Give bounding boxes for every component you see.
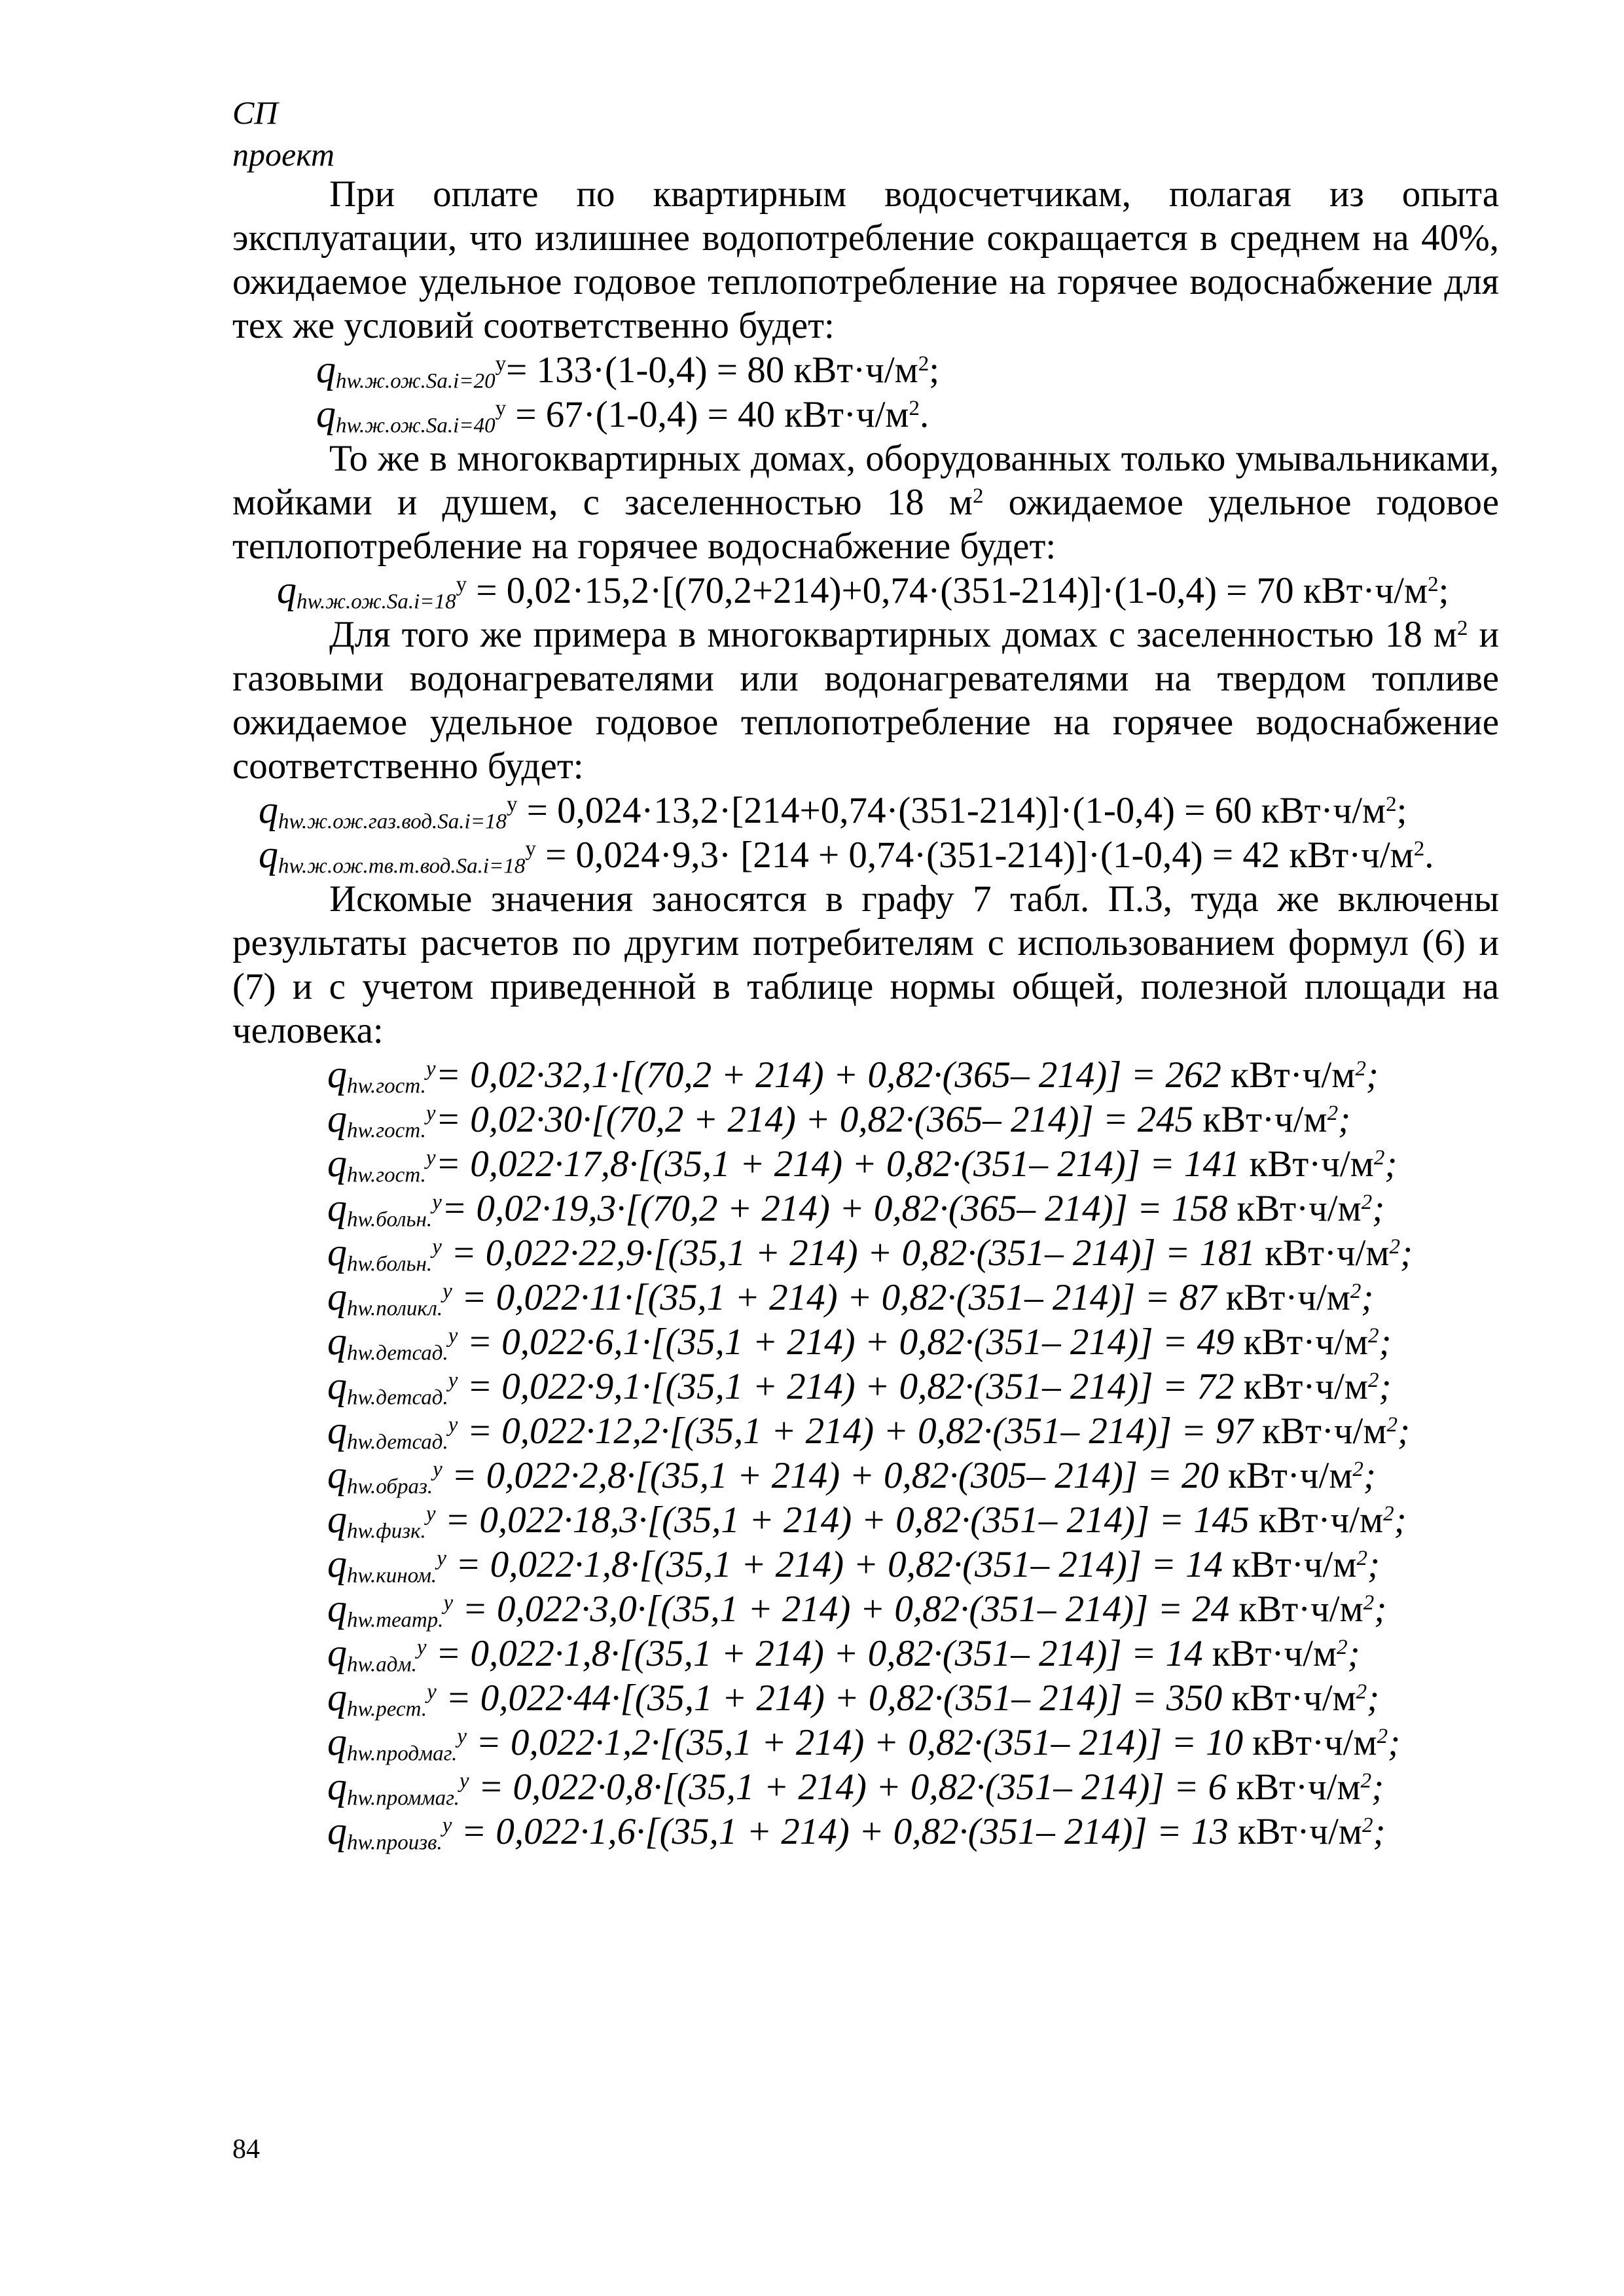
formula-variable: q (327, 1587, 347, 1630)
formula-unit: кВт·ч/м (1222, 1677, 1356, 1719)
formula-variable: q (259, 833, 278, 876)
unit-exponent: 2 (1428, 572, 1439, 596)
formula-unit: кВт·ч/м (1221, 1054, 1356, 1096)
formula-superscript: у (456, 572, 467, 596)
formula-subscript: hw.рест. (347, 1697, 427, 1721)
formula-subscript: hw.детсад. (347, 1386, 448, 1410)
formula-line (232, 1408, 1499, 1453)
formula-subscript: hw.произв. (347, 1831, 442, 1855)
formula-line (232, 1186, 1499, 1230)
formula-superscript: у (457, 1724, 467, 1748)
formula-expression: = 0,02·32,1·[(70,2 + 214) + 0,82·(365– 214)] = 262 (435, 1054, 1221, 1096)
formula-expression: = 0,022·12,2·[(35,1 + 214) + 0,82·(351– 214)] = 97 (458, 1410, 1253, 1452)
formula-line (232, 392, 1499, 437)
formula-subscript: hw.адм. (347, 1653, 417, 1677)
paragraph-2-text-end: ожидаемое удельное годовое теплопотребление на горячее водоснабжение будет: (232, 482, 1499, 567)
formula-superscript: у (495, 396, 507, 420)
paragraph-3-text-end: и газовыми водонагревателями или водонагревателями на твердом топливе ожидаемое удельное годовое теплопотребление на горячее водоснабжение соответственно будет: (232, 614, 1499, 787)
formula-subscript: hw.театр. (347, 1608, 444, 1632)
formula-unit: кВт·ч/м (1218, 1455, 1353, 1496)
formula-superscript: у (437, 1546, 446, 1570)
formula-expression: = 0,024·9,3· [214 + 0,74·(351-214)]·(1-0,4) = 42 кВт·ч/м (535, 834, 1414, 876)
unit-exponent: 2 (1389, 1234, 1400, 1259)
formula-group-a (232, 348, 1499, 437)
formula-terminator: ; (1374, 1588, 1387, 1630)
unit-exponent: 2 (1356, 1546, 1367, 1570)
formula-subscript: hw.гост. (347, 1119, 426, 1143)
formula-subscript: hw.ж.ож.Sa.i=40 (336, 414, 496, 438)
unit-exponent: 2 (1383, 1501, 1394, 1526)
formula-subscript: hw.поликл. (347, 1297, 443, 1321)
formula-variable: q (259, 788, 278, 831)
formula-expression: = 0,02·19,3·[(70,2 + 214) + 0,82·(365– 214)] = 158 (441, 1188, 1228, 1229)
formula-group-c (232, 788, 1499, 877)
formula-unit: кВт·ч/м (1216, 1277, 1350, 1318)
unit-exponent: 2 (1356, 1679, 1367, 1704)
formula-terminator: ; (1396, 790, 1407, 831)
formula-superscript: у (427, 1679, 437, 1704)
formula-line (232, 1364, 1499, 1408)
formula-variable: q (327, 1186, 347, 1229)
formula-terminator: ; (1338, 1099, 1351, 1140)
formula-expression: = 67·(1-0,4) = 40 кВт·ч/м (506, 394, 909, 435)
formula-line (232, 1631, 1499, 1676)
formula-line (232, 1542, 1499, 1587)
formula-unit: кВт·ч/м (1228, 1811, 1363, 1852)
formula-superscript: у (442, 1813, 452, 1837)
paragraph-3-superscript: 2 (1456, 616, 1468, 640)
formula-unit: кВт·ч/м (1193, 1099, 1327, 1140)
formula-line (232, 1676, 1499, 1720)
formula-expression: = 0,022·17,8·[(35,1 + 214) + 0,82·(351– 214)] = 141 (435, 1143, 1240, 1185)
unit-exponent: 2 (1363, 1590, 1375, 1615)
formula-terminator: ; (1379, 1366, 1392, 1407)
formula-terminator: ; (1438, 570, 1449, 611)
unit-exponent: 2 (918, 351, 929, 376)
formula-variable: q (316, 348, 336, 391)
formula-subscript: hw.больн. (347, 1252, 433, 1276)
formula-terminator: ; (1361, 1277, 1374, 1318)
unit-exponent: 2 (1413, 836, 1425, 861)
formula-subscript: hw.образ. (347, 1475, 433, 1499)
formula-line (232, 1720, 1499, 1765)
formula-expression: = 0,022·1,2·[(35,1 + 214) + 0,82·(351– 214)] = 10 (466, 1722, 1244, 1763)
formula-variable: q (316, 392, 336, 435)
formula-terminator: ; (1367, 1544, 1380, 1585)
formula-variable: q (327, 1631, 347, 1674)
paragraph-3-text: Для того же примера в многоквартирных домах с заселенностью 18 м (329, 614, 1457, 655)
unit-exponent: 2 (1373, 1145, 1385, 1170)
formula-line (232, 1453, 1499, 1498)
formula-terminator: ; (1379, 1321, 1392, 1363)
header-status: проект (232, 136, 335, 173)
formula-line (232, 1765, 1499, 1809)
formula-variable: q (277, 568, 297, 611)
formula-variable: q (327, 1809, 347, 1852)
unit-exponent: 2 (1337, 1635, 1348, 1659)
formula-expression: = 0,022·1,6·[(35,1 + 214) + 0,82·(351– 214)] = 13 (452, 1811, 1229, 1852)
formula-superscript: у (495, 351, 507, 376)
formula-subscript: hw.гост. (347, 1163, 426, 1187)
formula-terminator: ; (1365, 1054, 1379, 1096)
header-code: СП (232, 94, 278, 131)
paragraph-3 (232, 613, 1499, 788)
formula-subscript: hw.гост. (347, 1074, 426, 1098)
formula-terminator: ; (1367, 1677, 1380, 1719)
formula-variable: q (327, 1097, 347, 1140)
formula-variable: q (327, 1230, 347, 1274)
formula-expression: = 0,022·11·[(35,1 + 214) + 0,82·(351– 214)] = 87 (452, 1277, 1217, 1318)
formula-unit: кВт·ч/м (1243, 1722, 1377, 1763)
formula-terminator: ; (1371, 1767, 1384, 1808)
formula-subscript: hw.больн. (347, 1208, 433, 1232)
formula-superscript: у (448, 1412, 458, 1437)
formula-line (232, 1097, 1499, 1141)
formula-unit: кВт·ч/м (1227, 1188, 1362, 1229)
formula-subscript: hw.ж.ож.Sa.i=20 (336, 369, 496, 393)
formula-superscript: у (432, 1190, 442, 1214)
formula-terminator: ; (929, 350, 940, 391)
formula-variable: q (327, 1408, 347, 1452)
formula-expression: = 0,024·13,2·[214+0,74·(351-214)]·(1-0,4) = 60 кВт·ч/м (517, 790, 1386, 831)
formula-expression: = 0,022·3,0·[(35,1 + 214) + 0,82·(351– 214)] = 24 (453, 1588, 1230, 1630)
formula-subscript: hw.ж.ож.Sa.i=18 (297, 590, 456, 614)
unit-exponent: 2 (1350, 1279, 1362, 1303)
formula-expression: = 0,022·1,8·[(35,1 + 214) + 0,82·(351– 214)] = 14 (446, 1544, 1223, 1585)
unit-exponent: 2 (1355, 1056, 1366, 1081)
formula-expression: = 0,022·0,8·[(35,1 + 214) + 0,82·(351– 214)] = 6 (469, 1767, 1227, 1808)
paragraph-2 (232, 437, 1499, 568)
formula-line (232, 1230, 1499, 1275)
formula-variable: q (327, 1141, 347, 1185)
formula-unit: кВт·ч/м (1249, 1499, 1384, 1541)
formula-line (232, 833, 1499, 877)
formula-unit: кВт·ч/м (1253, 1410, 1387, 1452)
formula-superscript: у (425, 1056, 436, 1081)
formula-variable: q (327, 1319, 347, 1363)
formula-superscript: у (443, 1590, 454, 1615)
formula-expression: = 0,022·6,1·[(35,1 + 214) + 0,82·(351– 214)] = 49 (458, 1321, 1235, 1363)
formula-expression: = 0,02·15,2·[(70,2+214)+0,74·(351-214)]·(1-0,4) = 70 кВт·ч/м (467, 570, 1428, 611)
formula-terminator: ; (1373, 1811, 1386, 1852)
formula-line (232, 568, 1499, 613)
paragraph-4: Искомые значения заносятся в графу 7 табл. П.3, туда же включены результаты расчетов по другим потребителям с использованием формул (6) и (7) и с учетом приведенной в таблице нормы общей, полезной площади на человека: (232, 878, 1499, 1051)
formula-unit: кВт·ч/м (1227, 1767, 1361, 1808)
formula-unit: кВт·ч/м (1255, 1232, 1390, 1274)
unit-exponent: 2 (1386, 1412, 1398, 1437)
formula-unit: кВт·ч/м (1234, 1321, 1368, 1363)
formula-expression: = 0,022·2,8·[(35,1 + 214) + 0,82·(305– 214)] = 20 (442, 1455, 1219, 1496)
formula-line (232, 1319, 1499, 1364)
formula-variable: q (327, 1453, 347, 1496)
unit-exponent: 2 (1367, 1323, 1379, 1348)
formula-terminator: ; (1397, 1410, 1410, 1452)
unit-exponent: 2 (1367, 1368, 1379, 1392)
formula-superscript: у (425, 1145, 436, 1170)
formula-subscript: hw.проммаг. (347, 1786, 460, 1810)
formula-superscript: у (448, 1323, 458, 1348)
formula-variable: q (327, 1765, 347, 1808)
paragraph-2-text: То же в многоквартирных домах, оборудованных только умывальниками, мойками и душем, с заселенностью 18 м (232, 438, 1499, 523)
formula-expression: = 0,022·1,8·[(35,1 + 214) + 0,82·(351– 214)] = 14 (426, 1633, 1203, 1674)
formula-superscript: у (432, 1234, 442, 1259)
formula-expression: = 0,02·30·[(70,2 + 214) + 0,82·(365– 214)] = 245 (435, 1099, 1194, 1140)
formula-unit: кВт·ч/м (1223, 1544, 1357, 1585)
formula-line (232, 1275, 1499, 1319)
formula-subscript: hw.кином. (347, 1564, 437, 1588)
page-number: 84 (232, 2134, 260, 2164)
formula-expression: = 0,022·9,1·[(35,1 + 214) + 0,82·(351– 214)] = 72 (458, 1366, 1235, 1407)
page-header (232, 92, 334, 175)
formula-terminator: ; (1363, 1455, 1376, 1496)
formula-superscript: у (459, 1768, 469, 1793)
formula-subscript: hw.продмаг. (347, 1742, 458, 1766)
paragraph-2-superscript: 2 (973, 484, 984, 508)
unit-exponent: 2 (1361, 1190, 1373, 1214)
formula-line (232, 788, 1499, 833)
formula-superscript: у (525, 836, 536, 861)
formula-terminator: ; (1388, 1722, 1401, 1763)
formula-superscript: у (425, 1501, 436, 1526)
formula-terminator: ; (1384, 1143, 1398, 1185)
formula-unit: кВт·ч/м (1234, 1366, 1368, 1407)
unit-exponent: 2 (909, 396, 920, 420)
formula-line (232, 1498, 1499, 1542)
formula-variable: q (327, 1676, 347, 1719)
formula-group-b (232, 568, 1499, 613)
unit-exponent: 2 (1377, 1724, 1388, 1748)
formula-terminator: . (919, 394, 929, 435)
formula-superscript: у (442, 1279, 452, 1303)
formula-superscript: у (425, 1101, 436, 1125)
unit-exponent: 2 (1327, 1101, 1339, 1125)
formula-variable: q (327, 1498, 347, 1541)
formula-subscript: hw.детсад. (347, 1430, 448, 1454)
document-body (232, 172, 1499, 1854)
formula-expression: = 0,022·44·[(35,1 + 214) + 0,82·(351– 214)] = 350 (436, 1677, 1223, 1719)
paragraph-1: При оплате по квартирным водосчетчикам, полагая из опыта эксплуатации, что излишнее водопотребление сокращается в среднем на 40%, ожидаемое удельное годовое теплопотребление на горячее водоснабжение для тех же условий соответственно будет: (232, 173, 1499, 346)
formula-line (232, 1052, 1499, 1097)
formula-subscript: hw.ж.ож.газ.вод.Sa.i=18 (278, 810, 507, 834)
formula-line (232, 348, 1499, 392)
unit-exponent: 2 (1352, 1457, 1363, 1481)
formula-superscript: у (416, 1635, 427, 1659)
formula-terminator: . (1424, 834, 1434, 876)
unit-exponent: 2 (1386, 792, 1397, 816)
formula-variable: q (327, 1364, 347, 1407)
formula-superscript: у (448, 1368, 458, 1392)
formula-variable: q (327, 1275, 347, 1318)
formula-line (232, 1141, 1499, 1186)
formula-terminator: ; (1347, 1633, 1360, 1674)
unit-exponent: 2 (1362, 1813, 1373, 1837)
formula-unit: кВт·ч/м (1240, 1143, 1374, 1185)
formula-terminator: ; (1372, 1188, 1385, 1229)
formula-superscript: у (433, 1457, 442, 1481)
formula-line (232, 1809, 1499, 1854)
formula-expression: = 0,022·22,9·[(35,1 + 214) + 0,82·(351– 214)] = 181 (441, 1232, 1255, 1274)
formula-line (232, 1587, 1499, 1631)
formula-subscript: hw.ж.ож.тв.т.вод.Sa.i=18 (278, 854, 526, 878)
formula-expression: = 0,022·18,3·[(35,1 + 214) + 0,82·(351– 214)] = 145 (435, 1499, 1250, 1541)
formula-unit: кВт·ч/м (1229, 1588, 1363, 1630)
formula-superscript: у (506, 792, 518, 816)
formula-subscript: hw.детсад. (347, 1341, 448, 1365)
formula-variable: q (327, 1720, 347, 1763)
formula-expression: = 133·(1-0,4) = 80 кВт·ч/м (506, 350, 918, 391)
unit-exponent: 2 (1360, 1768, 1372, 1793)
formula-unit: кВт·ч/м (1202, 1633, 1337, 1674)
formula-terminator: ; (1399, 1232, 1413, 1274)
formula-variable: q (327, 1052, 347, 1096)
formula-subscript: hw.физк. (347, 1519, 426, 1543)
formula-terminator: ; (1394, 1499, 1407, 1541)
formula-variable: q (327, 1542, 347, 1585)
formula-group-d (232, 1052, 1499, 1854)
